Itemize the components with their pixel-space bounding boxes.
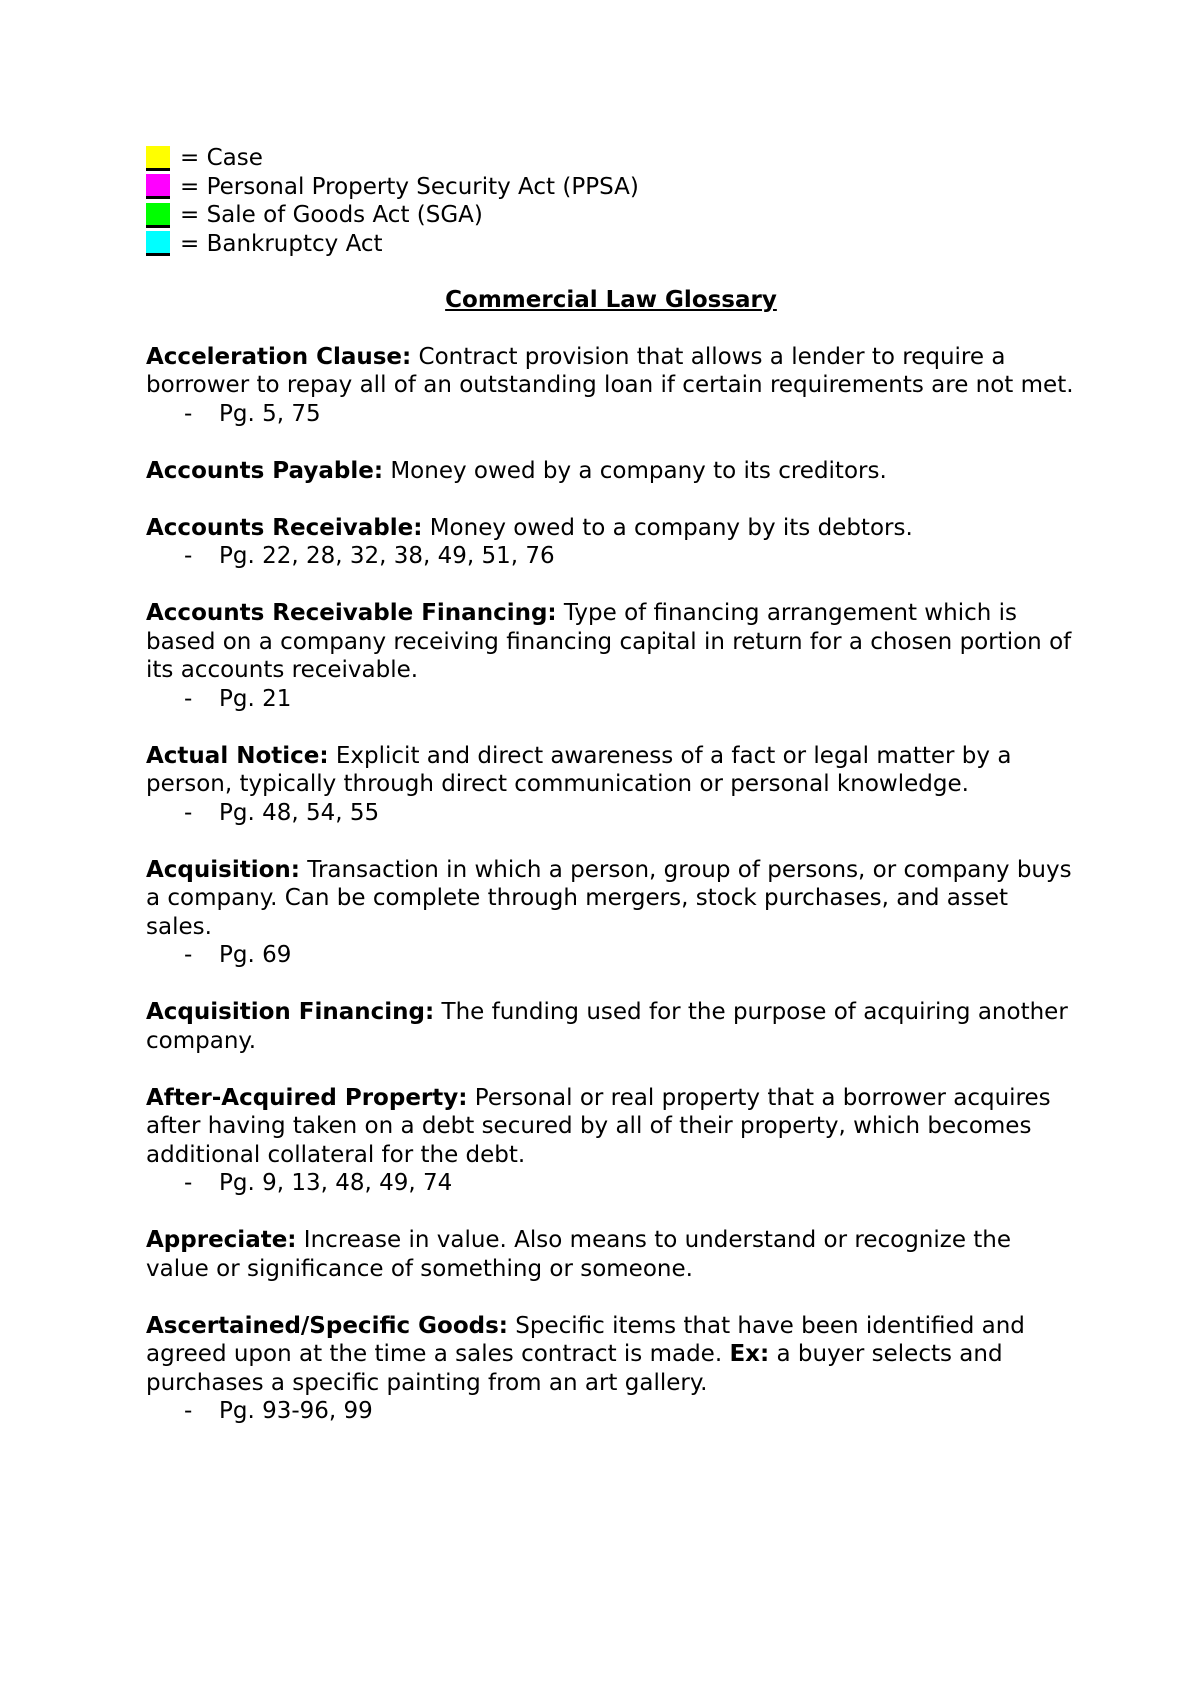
entry-term: After-Acquired Property: (146, 1084, 468, 1111)
page-reference-text: Pg. 5, 75 (219, 400, 321, 427)
definition-text: Explicit and direct awareness of a fact or legal matter by a person, typically through direct communication or personal knowledge. (146, 742, 1012, 797)
glossary-entry (146, 514, 1076, 571)
page-reference-text: Pg. 93-96, 99 (219, 1398, 373, 1424)
definition-text: Personal or real property that a borrower acquires after having taken on a debt secured by all of their property, which becomes additional collateral for the debt. (146, 1084, 1051, 1168)
entry-term: Actual Notice: (146, 742, 329, 769)
bullet-dash: - (184, 942, 193, 968)
definition-text: Money owed to a company by its debtors. (422, 514, 913, 541)
color-swatch (146, 174, 170, 199)
entry-term: Ascertained/Specific Goods: (146, 1312, 508, 1339)
entry-term: Acquisition Financing: (146, 999, 435, 1025)
page-reference (146, 400, 1076, 429)
page-reference (146, 1169, 1076, 1198)
definition-text: Increase in value. Also means to understand or recognize the value or significance of something or someone. (146, 1227, 1012, 1282)
bullet-dash: - (184, 543, 193, 569)
legend-item (146, 144, 1076, 173)
page-reference (146, 941, 1076, 970)
legend-label: = Sale of Goods Act (SGA) (180, 202, 483, 228)
example-text: a buyer selects and purchases a specific painting from an art gallery. (146, 1341, 1003, 1396)
entry-definition (146, 742, 1076, 799)
entry-definition (146, 1226, 1076, 1283)
glossary-entry (146, 856, 1076, 970)
page-reference (146, 685, 1076, 714)
page-title: Commercial Law Glossary (445, 287, 777, 313)
glossary-entry (146, 343, 1076, 429)
legend-label: = Bankruptcy Act (180, 230, 383, 257)
entry-definition (146, 343, 1076, 400)
page-reference-text: Pg. 69 (219, 942, 292, 968)
glossary-entry (146, 1226, 1076, 1283)
page-reference-text: Pg. 21 (219, 685, 292, 712)
entry-term: Accounts Receivable: (146, 514, 423, 541)
glossary-entry (146, 457, 1076, 486)
page-reference-text: Pg. 9, 13, 48, 49, 74 (219, 1170, 453, 1196)
bullet-dash: - (184, 1170, 193, 1196)
glossary-list (146, 343, 1076, 1426)
bullet-dash: - (184, 685, 193, 712)
definition-text: Money owed by a company to its creditors. (383, 457, 887, 484)
page-reference-text: Pg. 48, 54, 55 (219, 799, 380, 826)
bullet-dash: - (184, 400, 193, 427)
legend-label: = Personal Property Security Act (PPSA) (180, 173, 639, 200)
entry-definition (146, 856, 1076, 942)
entry-term: Acquisition: (146, 856, 300, 883)
definition-text: Type of financing arrangement which is based on a company receiving financing capital in return for a chosen portion of its accounts receivable. (146, 600, 1072, 683)
color-swatch (146, 146, 170, 171)
legend-label: = Case (180, 145, 263, 171)
glossary-entry (146, 742, 1076, 828)
page-reference (146, 542, 1076, 571)
glossary-entry (146, 1084, 1076, 1198)
entry-definition (146, 998, 1076, 1055)
entry-definition (146, 514, 1076, 543)
entry-definition (146, 1312, 1076, 1398)
color-swatch (146, 231, 170, 256)
example-label: Ex: (729, 1341, 770, 1367)
color-swatch (146, 203, 170, 228)
glossary-entry (146, 599, 1076, 713)
glossary-entry (146, 998, 1076, 1055)
page-reference (146, 799, 1076, 828)
definition-text: Contract provision that allows a lender to require a borrower to repay all of an outstanding loan if certain requirements are not met. (146, 343, 1074, 398)
definition-text: Specific items that have been identified and agreed upon at the time a sales contract is made. (146, 1312, 1025, 1367)
definition-text: Transaction in which a person, group of persons, or company buys a company. Can be complete through mergers, stock purchases, and asset sales. (146, 856, 1072, 940)
legend-item (146, 201, 1076, 230)
color-legend (146, 144, 1076, 258)
entry-term: Acceleration Clause: (146, 343, 412, 370)
entry-term: Accounts Receivable Financing: (146, 600, 557, 626)
entry-term: Appreciate: (146, 1227, 297, 1253)
entry-term: Accounts Payable: (146, 457, 384, 484)
glossary-entry (146, 1312, 1076, 1426)
entry-definition (146, 599, 1076, 685)
page-reference-text: Pg. 22, 28, 32, 38, 49, 51, 76 (219, 543, 555, 569)
bullet-dash: - (184, 799, 193, 826)
page-reference (146, 1397, 1076, 1426)
entry-definition (146, 1084, 1076, 1170)
legend-item (146, 173, 1076, 202)
definition-text: The funding used for the purpose of acquiring another company. (146, 999, 1068, 1054)
bullet-dash: - (184, 1398, 193, 1424)
legend-item (146, 230, 1076, 259)
document-page (146, 144, 1076, 1454)
entry-definition (146, 457, 1076, 486)
